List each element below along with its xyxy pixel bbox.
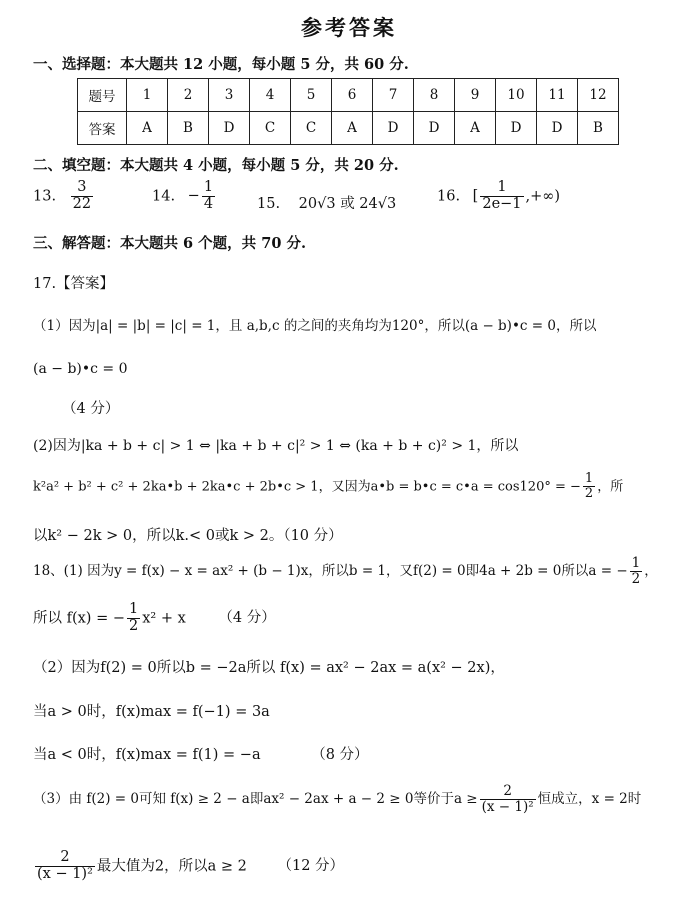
fraction bbox=[630, 556, 643, 587]
fraction bbox=[71, 180, 93, 213]
table-cell: 1 bbox=[127, 79, 168, 112]
denominator: 2 bbox=[631, 570, 641, 587]
denominator: 22 bbox=[72, 195, 92, 212]
q18-part1-line1 bbox=[33, 556, 658, 587]
numerator: 1 bbox=[203, 179, 214, 195]
table-cell: C bbox=[291, 112, 332, 145]
answer-15 bbox=[257, 192, 396, 213]
table-cell: A bbox=[455, 112, 496, 145]
table-row-numbers bbox=[78, 79, 619, 112]
numerator: 1 bbox=[631, 555, 641, 571]
table-cell: 7 bbox=[373, 79, 414, 112]
table-cell: D bbox=[414, 112, 455, 145]
equation-text: 当a < 0时，f(x)max = f(1) = −a bbox=[33, 747, 261, 763]
question-number: 15. bbox=[257, 196, 281, 212]
table-row-answers bbox=[78, 112, 619, 145]
denominator: 2 bbox=[584, 486, 594, 502]
numerator: 2 bbox=[35, 850, 95, 867]
bracket: [ bbox=[472, 188, 479, 205]
question-number: 13. bbox=[33, 188, 57, 205]
section-fill-heading: 二、填空题：本大题共 4 小题，每小题 5 分，共 20 分. bbox=[33, 157, 399, 174]
table-cell: 8 bbox=[414, 79, 455, 112]
fraction bbox=[480, 180, 523, 213]
section-solution-heading: 三、解答题：本大题共 6 个题，共 70 分. bbox=[33, 235, 307, 252]
fraction bbox=[583, 472, 595, 502]
q18-part2-line3 bbox=[33, 743, 369, 764]
equation-tail: x² + x bbox=[142, 610, 186, 627]
table-cell: D bbox=[373, 112, 414, 145]
table-cell: D bbox=[537, 112, 578, 145]
table-cell: D bbox=[496, 112, 537, 145]
q18-part2-line1: （2）因为f(2) = 0所以b = −2a所以 f(x) = ax² − 2ax = a(x² − 2x)， bbox=[33, 660, 505, 676]
numerator: 3 bbox=[71, 180, 93, 197]
numerator: 1 bbox=[584, 471, 594, 486]
table-cell: 6 bbox=[332, 79, 373, 112]
equation-tail: ，所 bbox=[597, 479, 624, 495]
table-cell: 11 bbox=[537, 79, 578, 112]
answer-text: 20√3 或 24√3 bbox=[298, 196, 397, 212]
row-label: 题号 bbox=[78, 79, 127, 112]
denominator: 4 bbox=[203, 195, 214, 212]
table-cell: A bbox=[127, 112, 168, 145]
answer-table bbox=[77, 78, 619, 145]
answer-16 bbox=[437, 180, 560, 213]
score: （12 分） bbox=[277, 858, 345, 875]
answer-13 bbox=[33, 180, 95, 213]
q18-part3-line1 bbox=[33, 784, 641, 815]
denominator: (x − 1)² bbox=[481, 798, 534, 815]
equation-tail: ， bbox=[644, 562, 658, 579]
fraction bbox=[127, 602, 140, 635]
fraction bbox=[480, 784, 536, 815]
table-cell: D bbox=[209, 112, 250, 145]
table-cell: 12 bbox=[578, 79, 619, 112]
table-cell: B bbox=[578, 112, 619, 145]
equation-text: （3）由 f(2) = 0可知 f(x) ≥ 2 − a即ax² − 2ax + a − 2 ≥ 0等价于a ≥ bbox=[33, 790, 478, 807]
answer-14 bbox=[152, 180, 217, 213]
page-title: 参考答案 bbox=[301, 15, 397, 40]
equation-text: 所以 f(x) = − bbox=[33, 610, 125, 627]
table-cell: C bbox=[250, 112, 291, 145]
table-cell: 3 bbox=[209, 79, 250, 112]
minus-sign: − bbox=[187, 188, 200, 205]
question-number: 16. bbox=[437, 188, 461, 205]
q17-part1-line2: (a − b)•c = 0 bbox=[33, 361, 128, 377]
q18-part1-line2 bbox=[33, 602, 276, 635]
table-cell: A bbox=[332, 112, 373, 145]
q18-part2-line2: 当a > 0时，f(x)max = f(−1) = 3a bbox=[33, 704, 270, 720]
table-cell: B bbox=[168, 112, 209, 145]
table-cell: 9 bbox=[455, 79, 496, 112]
q17-part2-line2 bbox=[33, 472, 623, 502]
row-label: 答案 bbox=[78, 112, 127, 145]
table-cell: 2 bbox=[168, 79, 209, 112]
numerator: 1 bbox=[128, 601, 139, 617]
fraction bbox=[35, 850, 95, 883]
section-choice-heading: 一、选择题：本大题共 12 小题，每小题 5 分，共 60 分. bbox=[33, 56, 409, 73]
table-cell: 5 bbox=[291, 79, 332, 112]
equation-tail: 最大值为2，所以a ≥ 2 bbox=[96, 858, 247, 875]
q17-part2-line1: (2)因为|ka + b + c| > 1 ⇔ |ka + b + c|² > 1 ⇔ (ka + b + c)² > 1，所以 bbox=[33, 438, 519, 454]
denominator: 2e−1 bbox=[482, 195, 522, 212]
numerator: 2 bbox=[480, 784, 536, 800]
denominator: (x − 1)² bbox=[37, 865, 93, 882]
q17-score1: （4 分） bbox=[62, 401, 120, 417]
q17-part1-line1: （1）因为|a| = |b| = |c| = 1，且 a,b,c 的之间的夹角均为120°，所以(a − b)•c = 0，所以 bbox=[33, 318, 597, 334]
score: （8 分） bbox=[311, 747, 369, 763]
question-number: 14. bbox=[152, 188, 176, 205]
equation-tail: 恒成立，x = 2时 bbox=[537, 790, 642, 807]
numerator: 1 bbox=[480, 180, 523, 197]
equation-text: k²a² + b² + c² + 2ka•b + 2ka•c + 2b•c > 1，又因为a•b = b•c = c•a = cos120° = − bbox=[33, 479, 581, 495]
score: （4 分） bbox=[218, 610, 276, 627]
fraction bbox=[202, 180, 215, 213]
q17-heading: 17.【答案】 bbox=[33, 276, 115, 292]
denominator: 2 bbox=[128, 617, 139, 634]
table-cell: 10 bbox=[496, 79, 537, 112]
interval-tail: ,+∞) bbox=[525, 188, 561, 205]
q17-part2-line3: 以k² − 2k > 0，所以k.< 0或k > 2。（10 分） bbox=[33, 528, 343, 544]
q18-part3-line2 bbox=[33, 850, 344, 883]
equation-text: 18、(1) 因为y = f(x) − x = ax² + (b − 1)x，所以b = 1，又f(2) = 0即4a + 2b = 0所以a = − bbox=[33, 562, 628, 579]
table-cell: 4 bbox=[250, 79, 291, 112]
